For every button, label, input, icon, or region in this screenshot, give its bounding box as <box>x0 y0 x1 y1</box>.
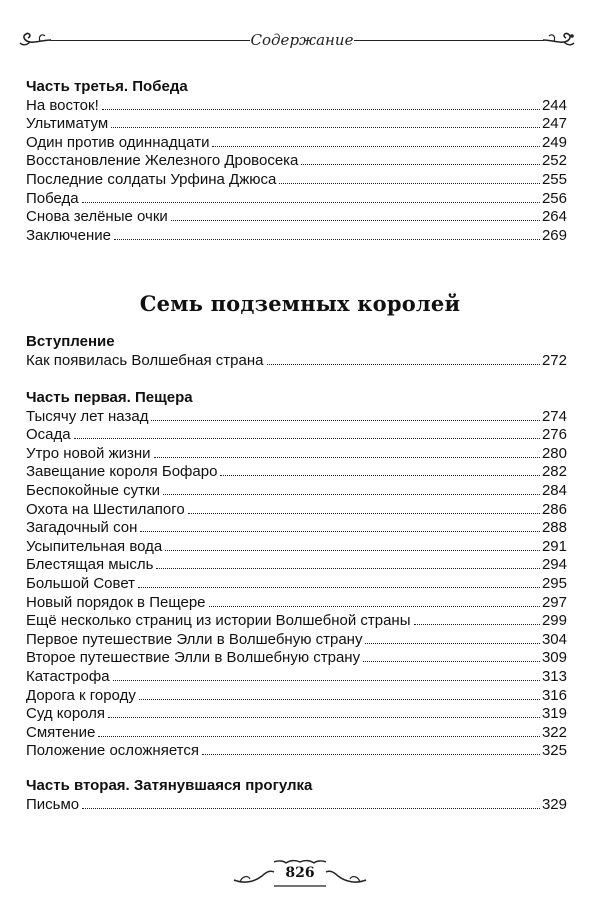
toc-entry <box>26 648 567 667</box>
running-header <box>18 28 574 52</box>
toc-entry <box>26 95 567 114</box>
toc-entry <box>26 536 567 555</box>
toc-entry <box>26 425 567 444</box>
page-footer <box>230 858 370 890</box>
dot-leader <box>220 475 540 476</box>
part1-entries <box>26 406 567 759</box>
intro-heading: Вступление <box>26 333 115 350</box>
toc-entry-page: 322 <box>541 723 567 741</box>
toc-entry <box>26 132 567 151</box>
toc-entry-title: Суд короля <box>26 705 106 723</box>
dot-leader <box>111 127 540 128</box>
dot-leader <box>82 808 540 809</box>
dot-leader <box>363 661 540 662</box>
toc-entry-page: 297 <box>541 593 567 611</box>
toc-entry-title: Загадочный сон <box>26 519 138 537</box>
toc-entry-title: Ещё несколько страниц из истории Волшебной страны <box>26 612 411 630</box>
dot-leader <box>151 420 540 421</box>
header-rule-right <box>354 40 544 41</box>
intro-entries <box>26 350 567 369</box>
toc-entry-page: 286 <box>541 500 567 518</box>
toc-entry-title: Последние солдаты Урфина Джюса <box>26 170 277 188</box>
toc-entry-page: 325 <box>541 742 567 760</box>
toc-entry-page: 282 <box>541 463 567 481</box>
toc-entry-title: Первое путешествие Элли в Волшебную страну <box>26 630 363 648</box>
toc-entry-page: 294 <box>541 556 567 574</box>
toc-entry <box>26 794 567 813</box>
toc-entry <box>26 350 567 369</box>
toc-entry-title: Письмо <box>26 795 80 813</box>
toc-entry <box>26 704 567 723</box>
toc-entry <box>26 114 567 133</box>
dot-leader <box>113 680 540 681</box>
toc-entry-title: Большой Совет <box>26 574 136 592</box>
toc-entry-title: Положение осложняется <box>26 742 199 760</box>
toc-entry-page: 280 <box>541 444 567 462</box>
toc-entry-title: Новый порядок в Пещере <box>26 593 206 611</box>
toc-entry <box>26 443 567 462</box>
dot-leader <box>74 438 540 439</box>
toc-entry <box>26 207 567 226</box>
toc-entry-title: Дорога к городу <box>26 686 136 704</box>
toc-entry <box>26 225 567 244</box>
dot-leader <box>365 643 540 644</box>
toc-entry-title: Ультиматум <box>26 115 109 133</box>
dot-leader <box>188 513 540 514</box>
toc-entry-title: На восток! <box>26 96 99 114</box>
right-flourish-icon <box>542 30 576 50</box>
dot-leader <box>108 717 540 718</box>
toc-entry-title: Усыпительная вода <box>26 537 163 555</box>
toc-entry-page: 244 <box>541 96 567 114</box>
toc-entry-page: 252 <box>541 152 567 170</box>
toc-entry-page: 288 <box>541 519 567 537</box>
toc-entry-page: 284 <box>541 481 567 499</box>
toc-entry <box>26 151 567 170</box>
dot-leader <box>171 220 540 221</box>
part2-entries <box>26 794 567 813</box>
toc-entry-page: 255 <box>541 170 567 188</box>
toc-entry-page: 295 <box>541 574 567 592</box>
dot-leader <box>212 146 540 147</box>
toc-entry <box>26 169 567 188</box>
toc-entry-title: Как появилась Волшебная страна <box>26 351 264 369</box>
toc-entry-page: 264 <box>541 208 567 226</box>
toc-entry-page: 319 <box>541 705 567 723</box>
toc-entry <box>26 406 567 425</box>
dot-leader <box>98 736 540 737</box>
toc-entry-title: Смятение <box>26 723 96 741</box>
toc-entry-title: Беспокойные сутки <box>26 481 160 499</box>
toc-entry-title: Второе путешествие Элли в Волшебную страну <box>26 649 361 667</box>
toc-entry-page: 249 <box>541 133 567 151</box>
dot-leader <box>140 531 540 532</box>
dot-leader <box>114 239 540 240</box>
toc-entry <box>26 499 567 518</box>
toc-entry-page: 309 <box>541 649 567 667</box>
dot-leader <box>202 754 540 755</box>
left-flourish-icon <box>18 30 52 50</box>
toc-entry-page: 313 <box>541 667 567 685</box>
toc-entry-title: Завещание короля Бофаро <box>26 463 218 481</box>
dot-leader <box>82 202 540 203</box>
toc-entry <box>26 629 567 648</box>
part1-heading: Часть первая. Пещера <box>26 389 193 406</box>
toc-entry <box>26 592 567 611</box>
dot-leader <box>267 364 540 365</box>
header-rule-left <box>50 40 250 41</box>
dot-leader <box>209 606 540 607</box>
toc-entry-page: 276 <box>541 426 567 444</box>
toc-entry-title: Блестящая мысль <box>26 556 154 574</box>
toc-entry <box>26 741 567 760</box>
toc-entry <box>26 188 567 207</box>
toc-entry-page: 291 <box>541 537 567 555</box>
toc-entry-page: 269 <box>541 226 567 244</box>
toc-entry <box>26 722 567 741</box>
dot-leader <box>102 109 540 110</box>
toc-entry <box>26 666 567 685</box>
toc-entry <box>26 573 567 592</box>
part2-heading: Часть вторая. Затянувшаяся прогулка <box>26 777 313 794</box>
dot-leader <box>414 624 540 625</box>
toc-entry-title: Один против одиннадцати <box>26 133 210 151</box>
toc-entry-page: 299 <box>541 612 567 630</box>
dot-leader <box>163 494 540 495</box>
toc-entry-title: Снова зелёные очки <box>26 208 168 226</box>
dot-leader <box>138 587 540 588</box>
dot-leader <box>154 457 540 458</box>
toc-entry-page: 274 <box>541 407 567 425</box>
dot-leader <box>301 164 540 165</box>
toc-entry <box>26 480 567 499</box>
toc-entry <box>26 685 567 704</box>
toc-entry-title: Катастрофа <box>26 667 110 685</box>
header-title: Содержание <box>250 31 354 49</box>
toc-entry-page: 256 <box>541 189 567 207</box>
toc-entry <box>26 518 567 537</box>
toc-entry-title: Тысячу лет назад <box>26 407 149 425</box>
toc-entry-title: Охота на Шестилапого <box>26 500 185 518</box>
toc-entry-page: 304 <box>541 630 567 648</box>
toc-entry <box>26 611 567 630</box>
dot-leader <box>165 550 540 551</box>
toc-entry-title: Заключение <box>26 226 111 244</box>
toc-entry-page: 316 <box>541 686 567 704</box>
toc-entry-title: Восстановление Железного Дровосека <box>26 152 299 170</box>
toc-entry-page: 329 <box>541 795 567 813</box>
toc-entry <box>26 555 567 574</box>
part3-heading: Часть третья. Победа <box>26 78 188 95</box>
page-number: 826 <box>285 865 315 881</box>
toc-entry <box>26 462 567 481</box>
book-title: Семь подземных королей <box>139 291 461 316</box>
dot-leader <box>156 568 540 569</box>
part3-entries <box>26 95 567 244</box>
toc-entry-title: Победа <box>26 189 79 207</box>
toc-entry-title: Утро новой жизни <box>26 444 151 462</box>
dot-leader <box>139 699 540 700</box>
toc-entry-title: Осада <box>26 426 71 444</box>
toc-entry-page: 247 <box>541 115 567 133</box>
dot-leader <box>279 183 540 184</box>
toc-entry-page: 272 <box>541 351 567 369</box>
